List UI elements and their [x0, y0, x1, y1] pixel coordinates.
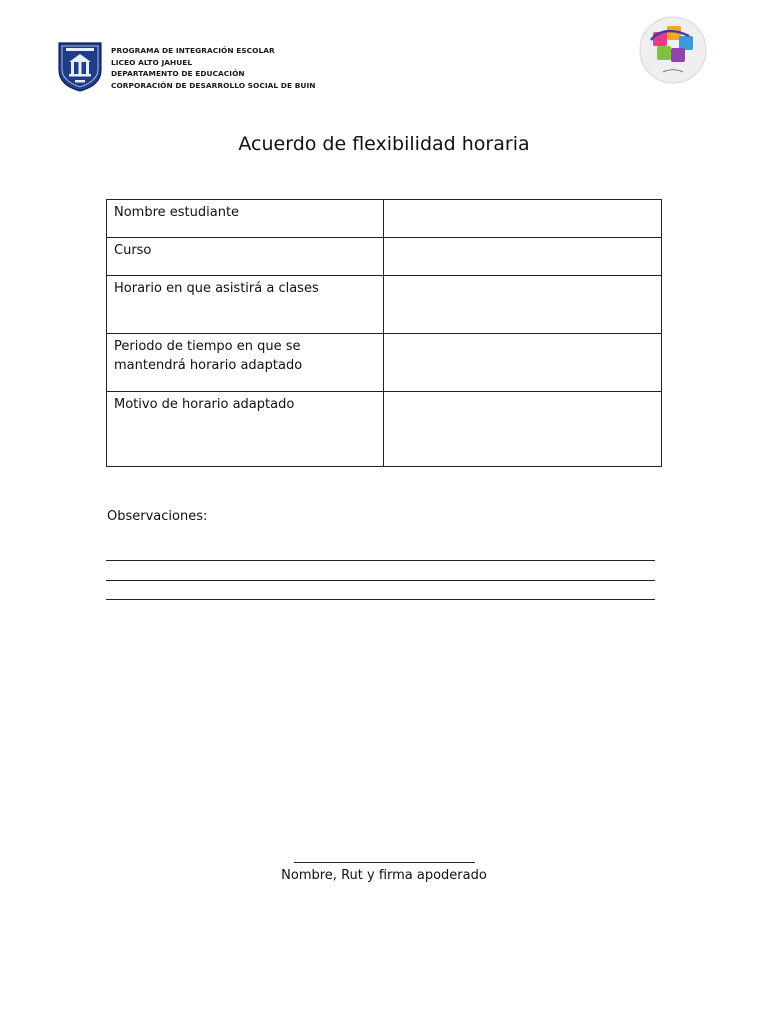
page-title: Acuerdo de flexibilidad horaria	[238, 133, 530, 155]
program-logo	[639, 16, 707, 84]
row-label-student-name: Nombre estudiante	[107, 200, 384, 238]
signature-caption: Nombre, Rut y firma apoderado	[281, 868, 487, 883]
header-line-department: DEPARTAMENTO DE EDUCACIÓN	[111, 69, 245, 78]
table-row	[107, 334, 662, 392]
school-crest-logo	[57, 40, 103, 92]
row-value-course[interactable]	[384, 238, 662, 276]
observations-line[interactable]	[106, 560, 655, 561]
row-value-adapted-period[interactable]	[384, 334, 662, 392]
observations-label: Observaciones:	[107, 509, 208, 524]
row-value-student-name[interactable]	[384, 200, 662, 238]
row-value-class-schedule[interactable]	[384, 276, 662, 334]
observations-line[interactable]	[106, 580, 655, 581]
row-label-adapted-period: Periodo de tiempo en que se mantendrá horario adaptado	[107, 334, 384, 392]
row-label-course: Curso	[107, 238, 384, 276]
table-row	[107, 238, 662, 276]
header-line-corporation: CORPORACIÓN DE DESARROLLO SOCIAL DE BUIN	[111, 80, 316, 90]
agreement-form-table	[106, 199, 662, 467]
observations-line[interactable]	[106, 599, 655, 600]
school-crest-icon	[57, 40, 103, 92]
header-institution-lines	[111, 45, 316, 91]
table-row	[107, 392, 662, 467]
puzzle-program-logo-icon	[639, 16, 707, 84]
header-line-program: PROGRAMA DE INTEGRACIÓN ESCOLAR	[111, 46, 275, 55]
row-label-class-schedule: Horario en que asistirá a clases	[107, 276, 384, 334]
table-row	[107, 276, 662, 334]
row-value-adapted-reason[interactable]	[384, 392, 662, 467]
header-line-school: LICEO ALTO JAHUEL	[111, 57, 193, 67]
signature-line[interactable]	[294, 862, 475, 863]
row-label-adapted-reason: Motivo de horario adaptado	[107, 392, 384, 467]
table-row	[107, 200, 662, 238]
